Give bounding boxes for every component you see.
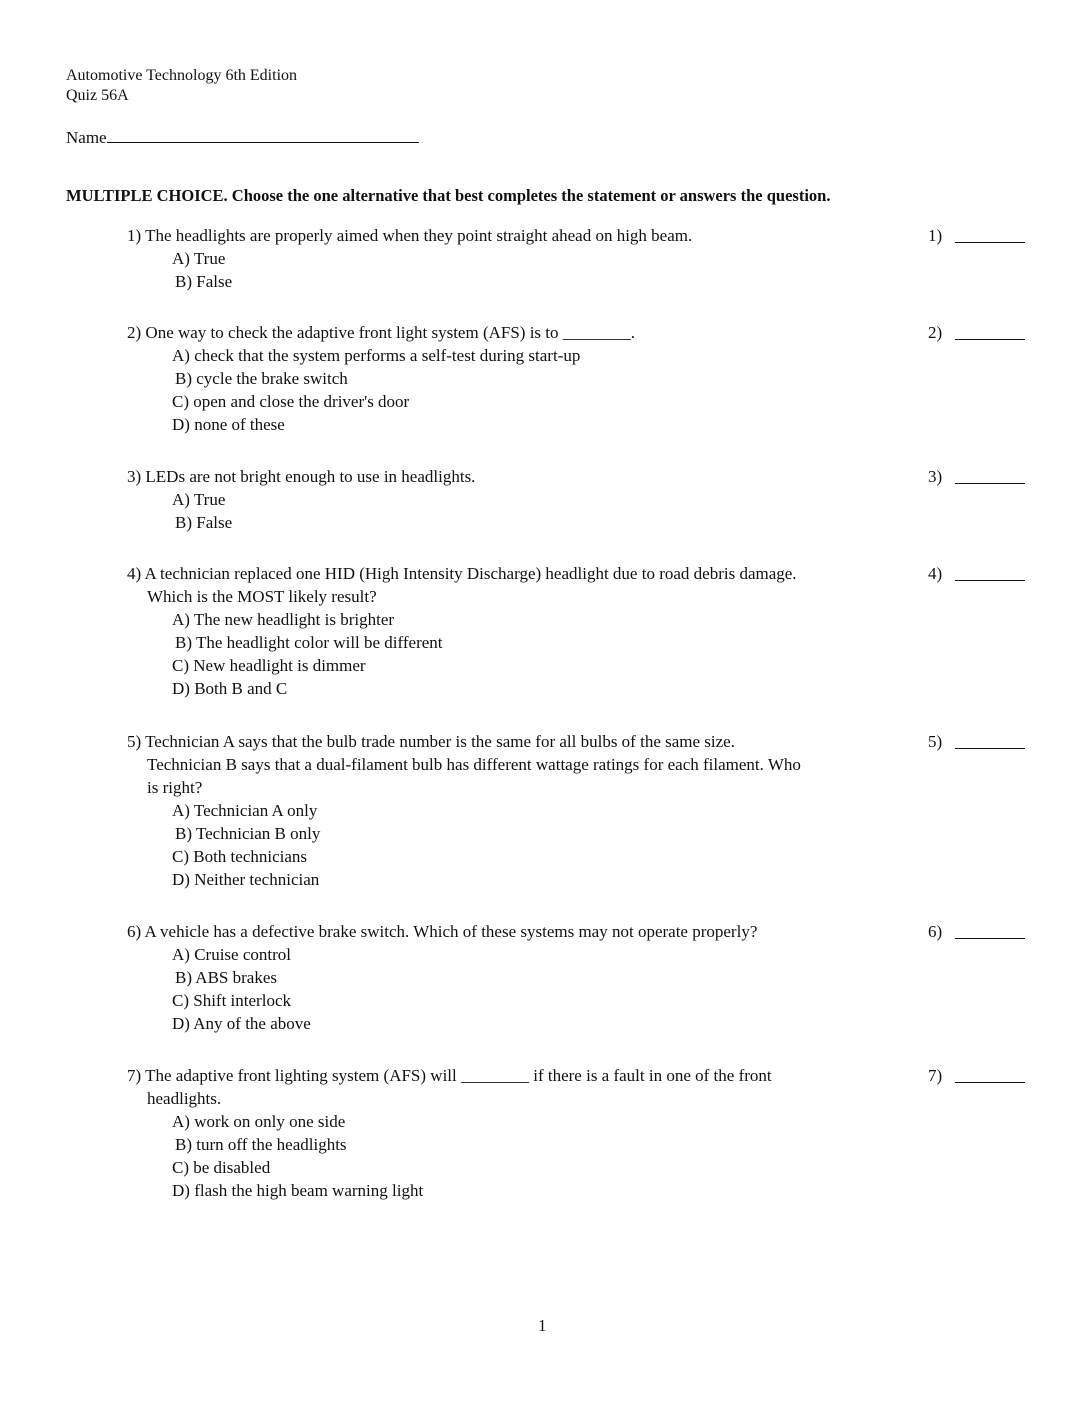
question-text: is right? <box>147 778 203 797</box>
answer-option: D) none of these <box>172 415 285 434</box>
name-line[interactable] <box>107 126 419 143</box>
question-text: 6) A vehicle has a defective brake switch. Which of these systems may not operate properly? <box>127 922 758 941</box>
answer-option: B) ABS brakes <box>175 968 277 987</box>
answer-option: D) flash the high beam warning light <box>172 1181 424 1200</box>
answer-option: C) be disabled <box>172 1158 271 1177</box>
quiz-label: Quiz 56A <box>66 87 129 104</box>
answer-option: A) Technician A only <box>172 801 318 820</box>
page-number: 1 <box>538 1316 547 1335</box>
question-text: 7) The adaptive front lighting system (AFS) will ________ if there is a fault in one of the front <box>127 1066 772 1085</box>
answer-option: A) The new headlight is brighter <box>172 610 395 629</box>
answer-option: A) check that the system performs a self-test during start-up <box>172 346 581 365</box>
answer-option: B) The headlight color will be different <box>175 633 443 652</box>
answer-option: B) False <box>175 513 233 532</box>
answer-blank[interactable] <box>955 483 1025 484</box>
answer-blank[interactable] <box>955 1082 1025 1083</box>
answer-number: 4) <box>928 564 943 583</box>
question-text: 1) The headlights are properly aimed when they point straight ahead on high beam. <box>127 226 693 245</box>
answer-option: A) True <box>172 490 226 509</box>
answer-option: D) Any of the above <box>172 1014 311 1033</box>
answer-blank[interactable] <box>955 242 1025 243</box>
answer-option: D) Both B and C <box>172 679 288 698</box>
question-text: 2) One way to check the adaptive front light system (AFS) is to ________. <box>127 323 636 342</box>
question-4 <box>127 562 927 700</box>
answer-option: C) Shift interlock <box>172 991 291 1010</box>
question-text: 5) Technician A says that the bulb trade number is the same for all bulbs of the same size. <box>127 732 735 751</box>
answer-blank[interactable] <box>955 580 1025 581</box>
question-text: headlights. <box>147 1089 222 1108</box>
answer-number: 3) <box>928 467 943 486</box>
question-text: 3) LEDs are not bright enough to use in headlights. <box>127 467 476 486</box>
answer-option: C) New headlight is dimmer <box>172 656 366 675</box>
question-7 <box>127 1064 927 1202</box>
answer-blank[interactable] <box>955 339 1025 340</box>
answer-number: 1) <box>928 226 943 245</box>
answer-number: 5) <box>928 732 943 751</box>
answer-blank[interactable] <box>955 748 1025 749</box>
answer-option: B) turn off the headlights <box>175 1135 347 1154</box>
answer-option: A) work on only one side <box>172 1112 346 1131</box>
question-3 <box>127 465 927 534</box>
question-6 <box>127 920 927 1035</box>
instructions: MULTIPLE CHOICE. Choose the one alternative that best completes the statement or answers the question. <box>66 186 831 205</box>
name-field[interactable] <box>66 126 419 148</box>
answer-number: 7) <box>928 1066 943 1085</box>
question-text: 4) A technician replaced one HID (High Intensity Discharge) headlight due to road debris damage. <box>127 564 797 583</box>
question-text: Which is the MOST likely result? <box>147 587 377 606</box>
answer-number: 6) <box>928 922 943 941</box>
answer-option: B) Technician B only <box>175 824 321 843</box>
answer-number: 2) <box>928 323 943 342</box>
answer-option: C) Both technicians <box>172 847 308 866</box>
question-text: Technician B says that a dual-filament bulb has different wattage ratings for each filament. Who <box>147 755 801 774</box>
document-title: Automotive Technology 6th Edition <box>66 67 298 84</box>
answer-option: B) False <box>175 272 233 291</box>
question-1 <box>127 224 927 293</box>
answer-option: A) True <box>172 249 226 268</box>
answer-option: D) Neither technician <box>172 870 320 889</box>
answer-blank[interactable] <box>955 938 1025 939</box>
answer-option: B) cycle the brake switch <box>175 369 348 388</box>
answer-option: C) open and close the driver's door <box>172 392 410 411</box>
answer-option: A) Cruise control <box>172 945 291 964</box>
name-label: Name <box>66 128 107 147</box>
question-5 <box>127 730 927 891</box>
question-2 <box>127 321 927 436</box>
